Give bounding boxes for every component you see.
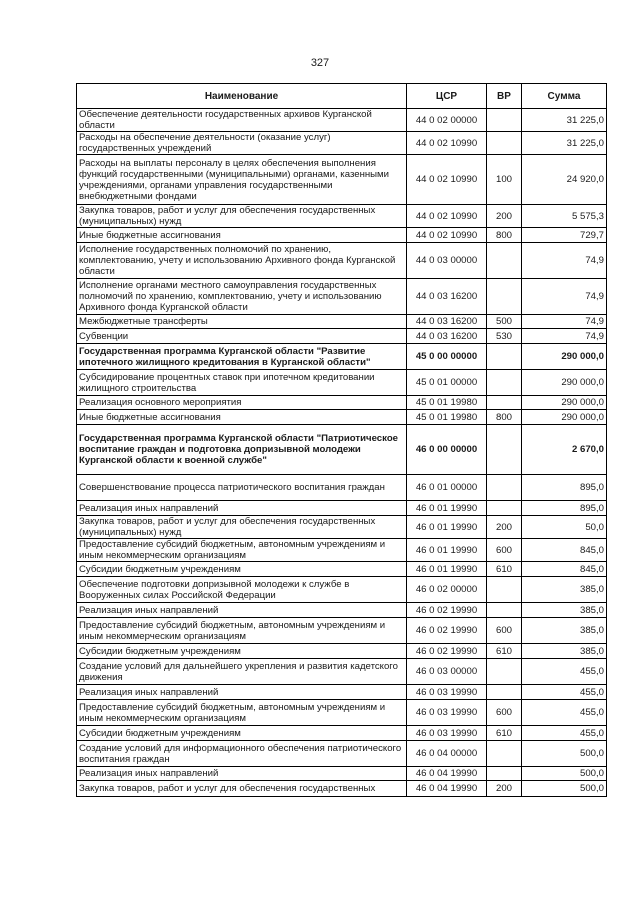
- cell-sum: 455,0: [522, 726, 607, 741]
- cell-name: Иные бюджетные ассигнования: [77, 228, 407, 243]
- table-row: [77, 475, 607, 501]
- cell-name: Субсидии бюджетным учреждениям: [77, 726, 407, 741]
- cell-vr: [487, 344, 522, 370]
- cell-name: Межбюджетные трансферты: [77, 315, 407, 329]
- cell-csr: 45 0 01 19980: [407, 396, 487, 410]
- cell-name: Государственная программа Курганской области "Патриотическое воспитание граждан и подготовка допризывной молодежи Курганской области к военной службе": [77, 425, 407, 475]
- cell-csr: 46 0 04 19990: [407, 767, 487, 781]
- cell-sum: 290 000,0: [522, 410, 607, 425]
- cell-vr: 610: [487, 562, 522, 577]
- cell-name: Исполнение государственных полномочий по хранению, комплектованию, учету и использованию Архивного фонда Курганской области: [77, 243, 407, 279]
- cell-vr: 800: [487, 410, 522, 425]
- cell-sum: 31 225,0: [522, 109, 607, 132]
- cell-name: Обеспечение деятельности государственных архивов Курганской области: [77, 109, 407, 132]
- budget-table: [76, 83, 607, 797]
- cell-csr: 46 0 01 19990: [407, 501, 487, 516]
- table-row: [77, 767, 607, 781]
- table-row: [77, 726, 607, 741]
- table-row: [77, 370, 607, 396]
- cell-sum: 2 670,0: [522, 425, 607, 475]
- cell-name: Иные бюджетные ассигнования: [77, 410, 407, 425]
- cell-csr: 44 0 03 16200: [407, 329, 487, 344]
- cell-name: Реализация иных направлений: [77, 685, 407, 700]
- cell-csr: 44 0 02 10990: [407, 132, 487, 155]
- table-row: [77, 344, 607, 370]
- cell-vr: [487, 109, 522, 132]
- page-number: 327: [310, 57, 330, 69]
- cell-vr: 610: [487, 644, 522, 659]
- cell-vr: 100: [487, 155, 522, 205]
- table-header-row: [77, 84, 607, 109]
- cell-sum: 845,0: [522, 539, 607, 562]
- cell-vr: [487, 577, 522, 603]
- header-name: Наименование: [77, 84, 407, 109]
- cell-vr: 500: [487, 315, 522, 329]
- cell-sum: 500,0: [522, 781, 607, 797]
- cell-name: Реализация иных направлений: [77, 767, 407, 781]
- header-sum: Сумма: [522, 84, 607, 109]
- cell-csr: 46 0 01 19990: [407, 516, 487, 539]
- cell-vr: [487, 132, 522, 155]
- cell-name: Субсидии бюджетным учреждениям: [77, 644, 407, 659]
- cell-vr: [487, 370, 522, 396]
- cell-name: Государственная программа Курганской области "Развитие ипотечного жилищного кредитования в Курганской области": [77, 344, 407, 370]
- cell-vr: 610: [487, 726, 522, 741]
- table-row: [77, 410, 607, 425]
- table-body: [77, 109, 607, 797]
- cell-vr: [487, 659, 522, 685]
- cell-name: Субсидирование процентных ставок при ипотечном кредитовании жилищного строительства: [77, 370, 407, 396]
- table-row: [77, 685, 607, 700]
- cell-csr: 46 0 02 19990: [407, 644, 487, 659]
- cell-sum: 455,0: [522, 659, 607, 685]
- cell-sum: 74,9: [522, 243, 607, 279]
- table-row: [77, 155, 607, 205]
- table-row: [77, 603, 607, 618]
- cell-name: Закупка товаров, работ и услуг для обеспечения государственных (муниципальных) нужд: [77, 205, 407, 228]
- cell-csr: 46 0 01 00000: [407, 475, 487, 501]
- cell-name: Реализация иных направлений: [77, 501, 407, 516]
- table-row: [77, 516, 607, 539]
- cell-sum: 455,0: [522, 685, 607, 700]
- cell-csr: 44 0 02 10990: [407, 228, 487, 243]
- cell-sum: 455,0: [522, 700, 607, 726]
- cell-name: Создание условий для информационного обеспечения патриотического воспитания граждан: [77, 741, 407, 767]
- table-row: [77, 132, 607, 155]
- cell-vr: 200: [487, 781, 522, 797]
- cell-sum: 290 000,0: [522, 344, 607, 370]
- cell-vr: [487, 603, 522, 618]
- cell-csr: 46 0 02 19990: [407, 618, 487, 644]
- cell-name: Реализация иных направлений: [77, 603, 407, 618]
- cell-vr: 530: [487, 329, 522, 344]
- cell-vr: 200: [487, 516, 522, 539]
- table-row: [77, 329, 607, 344]
- cell-sum: 74,9: [522, 279, 607, 315]
- cell-vr: [487, 767, 522, 781]
- table-row: [77, 741, 607, 767]
- cell-vr: 600: [487, 618, 522, 644]
- cell-name: Расходы на обеспечение деятельности (оказание услуг) государственных учреждений: [77, 132, 407, 155]
- cell-name: Предоставление субсидий бюджетным, автономным учреждениям и иным некоммерческим организациям: [77, 700, 407, 726]
- header-csr: ЦСР: [407, 84, 487, 109]
- cell-sum: 50,0: [522, 516, 607, 539]
- cell-csr: 46 0 03 19990: [407, 726, 487, 741]
- cell-sum: 5 575,3: [522, 205, 607, 228]
- cell-vr: [487, 501, 522, 516]
- header-vr: ВР: [487, 84, 522, 109]
- cell-name: Субвенции: [77, 329, 407, 344]
- cell-csr: 44 0 02 00000: [407, 109, 487, 132]
- table-row: [77, 243, 607, 279]
- cell-vr: [487, 425, 522, 475]
- cell-sum: 290 000,0: [522, 370, 607, 396]
- table-row: [77, 315, 607, 329]
- cell-vr: 600: [487, 700, 522, 726]
- cell-csr: 46 0 00 00000: [407, 425, 487, 475]
- table-row: [77, 659, 607, 685]
- table-row: [77, 205, 607, 228]
- cell-csr: 45 0 01 19980: [407, 410, 487, 425]
- table-row: [77, 577, 607, 603]
- cell-vr: [487, 396, 522, 410]
- cell-name: Исполнение органами местного самоуправления государственных полномочий по хранению, комплектованию, учету и использованию Архивного фонда Курганской области: [77, 279, 407, 315]
- cell-name: Совершенствование процесса патриотического воспитания граждан: [77, 475, 407, 501]
- cell-csr: 45 0 00 00000: [407, 344, 487, 370]
- table-row: [77, 228, 607, 243]
- cell-vr: [487, 475, 522, 501]
- cell-csr: 46 0 03 19990: [407, 685, 487, 700]
- cell-sum: 385,0: [522, 577, 607, 603]
- cell-sum: 895,0: [522, 501, 607, 516]
- cell-name: Субсидии бюджетным учреждениям: [77, 562, 407, 577]
- cell-name: Обеспечение подготовки допризывной молодежи к службе в Вооруженных силах Российской Федерации: [77, 577, 407, 603]
- cell-csr: 46 0 02 19990: [407, 603, 487, 618]
- cell-name: Создание условий для дальнейшего укрепления и развития кадетского движения: [77, 659, 407, 685]
- cell-sum: 385,0: [522, 618, 607, 644]
- cell-vr: 200: [487, 205, 522, 228]
- cell-sum: 729,7: [522, 228, 607, 243]
- cell-sum: 500,0: [522, 767, 607, 781]
- cell-vr: [487, 685, 522, 700]
- cell-sum: 31 225,0: [522, 132, 607, 155]
- cell-sum: 500,0: [522, 741, 607, 767]
- cell-vr: [487, 279, 522, 315]
- cell-csr: 46 0 04 19990: [407, 781, 487, 797]
- table-row: [77, 425, 607, 475]
- table-row: [77, 501, 607, 516]
- cell-csr: 44 0 03 16200: [407, 279, 487, 315]
- cell-sum: 74,9: [522, 329, 607, 344]
- cell-csr: 46 0 03 19990: [407, 700, 487, 726]
- cell-csr: 46 0 04 00000: [407, 741, 487, 767]
- table-row: [77, 618, 607, 644]
- cell-vr: [487, 243, 522, 279]
- cell-name: Предоставление субсидий бюджетным, автономным учреждениям и иным некоммерческим организациям: [77, 618, 407, 644]
- cell-sum: 290 000,0: [522, 396, 607, 410]
- table-row: [77, 109, 607, 132]
- cell-name: Закупка товаров, работ и услуг для обеспечения государственных: [77, 781, 407, 797]
- cell-sum: 74,9: [522, 315, 607, 329]
- cell-vr: [487, 741, 522, 767]
- cell-csr: 44 0 02 10990: [407, 205, 487, 228]
- table-row: [77, 562, 607, 577]
- cell-sum: 385,0: [522, 603, 607, 618]
- cell-sum: 24 920,0: [522, 155, 607, 205]
- cell-name: Реализация основного мероприятия: [77, 396, 407, 410]
- cell-csr: 45 0 01 00000: [407, 370, 487, 396]
- cell-vr: 800: [487, 228, 522, 243]
- cell-name: Расходы на выплаты персоналу в целях обеспечения выполнения функций государственными (муниципальными) органами, казенными учреждениями, органами управления государственными внебюджетными фондами: [77, 155, 407, 205]
- table-row: [77, 644, 607, 659]
- cell-sum: 845,0: [522, 562, 607, 577]
- cell-sum: 385,0: [522, 644, 607, 659]
- cell-csr: 46 0 01 19990: [407, 539, 487, 562]
- cell-csr: 44 0 03 00000: [407, 243, 487, 279]
- cell-name: Закупка товаров, работ и услуг для обеспечения государственных (муниципальных) нужд: [77, 516, 407, 539]
- cell-csr: 46 0 03 00000: [407, 659, 487, 685]
- cell-csr: 44 0 02 10990: [407, 155, 487, 205]
- cell-sum: 895,0: [522, 475, 607, 501]
- table-row: [77, 700, 607, 726]
- cell-csr: 46 0 02 00000: [407, 577, 487, 603]
- table-row: [77, 279, 607, 315]
- cell-name: Предоставление субсидий бюджетным, автономным учреждениям и иным некоммерческим организациям: [77, 539, 407, 562]
- table-row: [77, 781, 607, 797]
- cell-csr: 46 0 01 19990: [407, 562, 487, 577]
- cell-csr: 44 0 03 16200: [407, 315, 487, 329]
- table-row: [77, 396, 607, 410]
- table-row: [77, 539, 607, 562]
- cell-vr: 600: [487, 539, 522, 562]
